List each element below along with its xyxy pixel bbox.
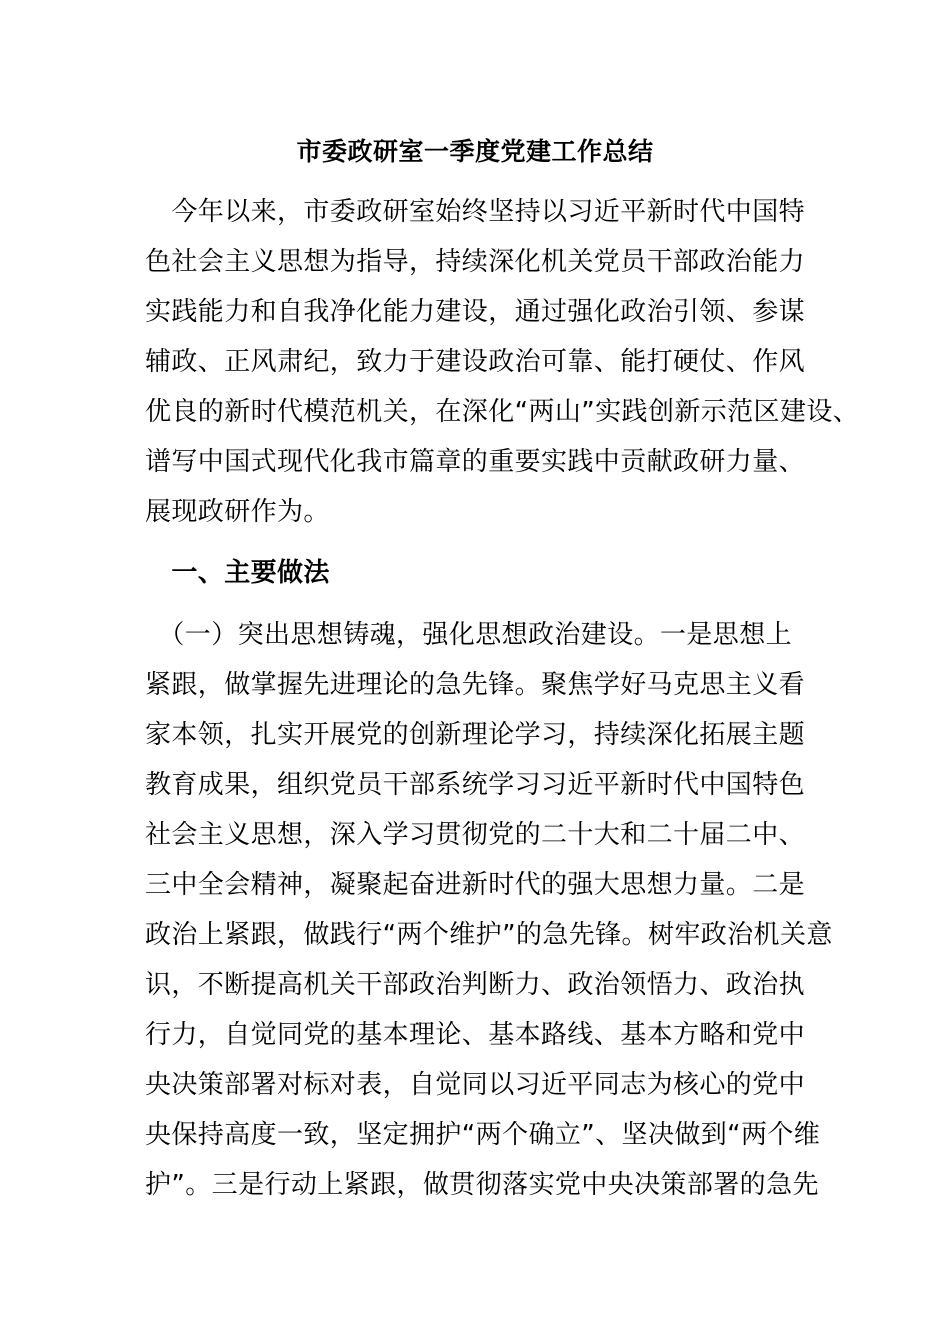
intro-line: 优良的新时代模范机关，在深化“两山”实践创新示范区建设、 [145,397,860,427]
intro-line: 谱写中国式现代化我市篇章的重要实践中贡献政研力量、 [145,447,806,477]
intro-line: 今年以来，市委政研室始终坚持以习近平新时代中国特 [145,197,806,227]
intro-line: 色社会主义思想为指导，持续深化机关党员干部政治能力 [145,247,806,277]
body-line: 社会主义思想，深入学习贯彻党的二十大和二十届二中、 [145,820,806,850]
body-line: 央决策部署对标对表，自觉同以习近平同志为核心的党中 [145,1070,806,1100]
body-line: （一）突出思想铸魂，强化思想政治建设。一是思想上 [145,620,793,650]
body-line: 家本领，扎实开展党的创新理论学习，持续深化拓展主题 [145,720,806,750]
body-line: 识，不断提高机关干部政治判断力、政治领悟力、政治执 [145,970,806,1000]
document-title: 市委政研室一季度党建工作总结 [296,137,654,166]
body-line: 三中全会精神，凝聚起奋进新时代的强大思想力量。二是 [145,870,806,900]
intro-line: 展现政研作为。 [145,497,330,527]
body-line: 央保持高度一致，坚定拥护“两个确立”、坚决做到“两个维 [145,1120,821,1150]
body-line: 护”。三是行动上紧跟，做贯彻落实党中央决策部署的急先 [145,1170,819,1200]
intro-line: 实践能力和自我净化能力建设，通过强化政治引领、参谋 [145,297,806,327]
body-line: 政治上紧跟，做践行“两个维护”的急先锋。树牢政治机关意 [145,920,833,950]
body-line: 教育成果，组织党员干部系统学习习近平新时代中国特色 [145,770,806,800]
intro-line: 辅政、正风肃纪，致力于建设政治可靠、能打硬仗、作风 [145,347,806,377]
section-heading: 一、主要做法 [145,558,330,588]
body-line: 紧跟，做掌握先进理论的急先锋。聚焦学好马克思主义看 [145,670,806,700]
body-line: 行力，自觉同党的基本理论、基本路线、基本方略和党中 [145,1020,806,1050]
